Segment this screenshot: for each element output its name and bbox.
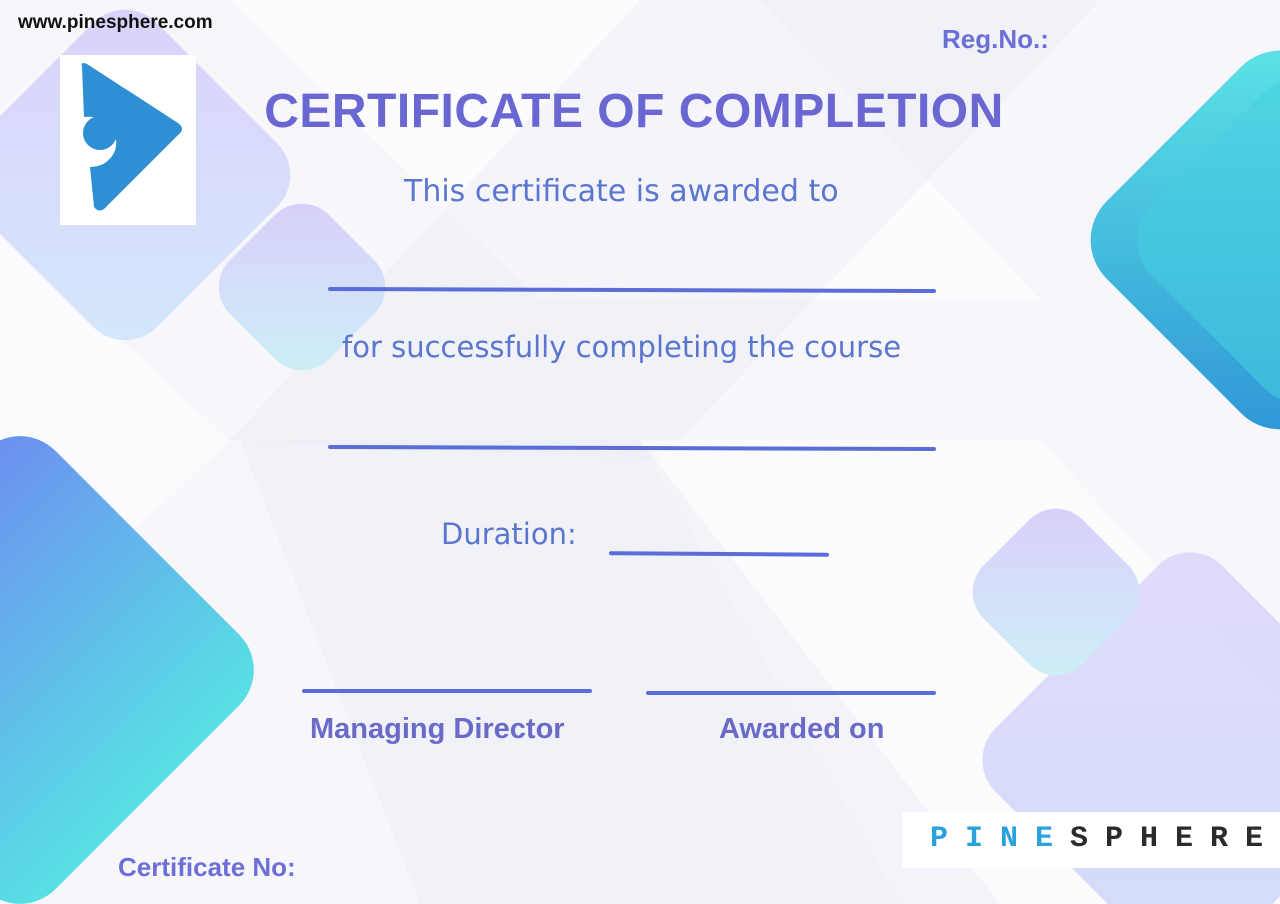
brand-wordmark-rest: SPHERE (1070, 822, 1280, 856)
course-text: for successfully completing the course (342, 330, 902, 364)
certificate-title: CERTIFICATE OF COMPLETION (264, 85, 1004, 138)
duration-label: Duration: (441, 517, 577, 551)
brand-wordmark-accent: PINE (930, 822, 1071, 856)
signature-line-director (302, 689, 592, 693)
signature-line-date (646, 691, 936, 695)
pinesphere-logo-icon (60, 55, 196, 225)
reg-no-label: Reg.No.: (942, 24, 1049, 54)
website-url: www.pinesphere.com (18, 12, 213, 33)
brand-wordmark (930, 822, 1280, 856)
company-logo (60, 55, 196, 225)
awarded-to-text: This certificate is awarded to (404, 174, 839, 209)
awarded-on-label: Awarded on (719, 713, 885, 745)
managing-director-label: Managing Director (310, 713, 565, 745)
certificate-no-label: Certificate No: (118, 852, 296, 882)
